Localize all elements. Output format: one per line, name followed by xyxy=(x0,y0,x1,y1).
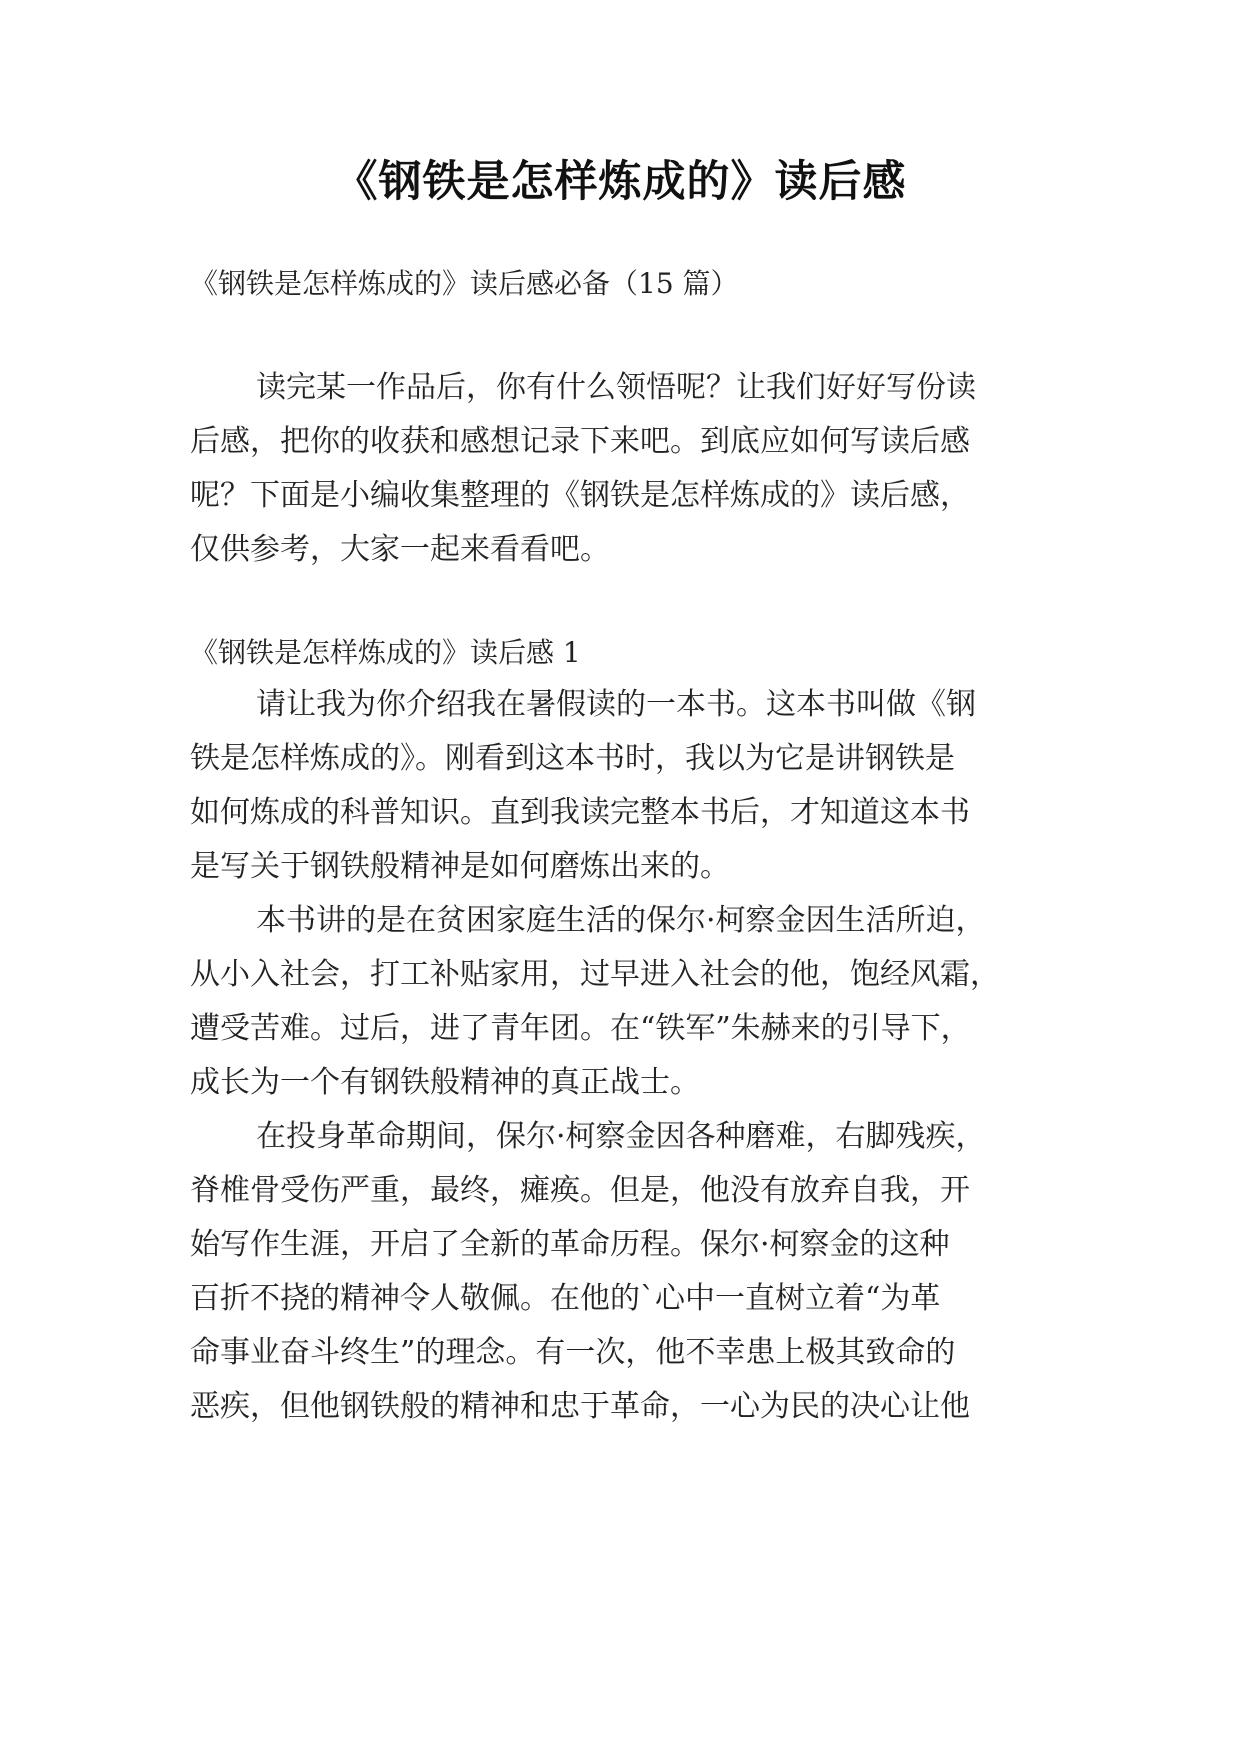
paragraph-line: 从小入社会，打工补贴家用，过早进入社会的他，饱经风霜， xyxy=(190,957,1000,992)
paragraph-line: 成长为一个有钢铁般精神的真正战士。 xyxy=(190,1065,700,1100)
paragraph-line: 是写关于钢铁般精神是如何磨炼出来的。 xyxy=(190,849,730,884)
paragraph-line: 脊椎骨受伤严重，最终，瘫痪。但是，他没有放弃自我，开 xyxy=(190,1173,970,1208)
intro-line: 后感，把你的收获和感想记录下来吧。到底应如何写读后感 xyxy=(190,424,970,459)
paragraph-line: 遭受苦难。过后，进了青年团。在“铁军”朱赫来的引导下， xyxy=(190,1011,971,1046)
intro-line: 读完某一作品后，你有什么领悟呢？让我们好好写份读 xyxy=(256,370,976,405)
paragraph-line: 在投身革命期间，保尔·柯察金因各种磨难，右脚残疾， xyxy=(256,1119,986,1154)
paragraph-line: 始写作生涯，开启了全新的革命历程。保尔·柯察金的这种 xyxy=(190,1227,950,1262)
intro-line: 呢？下面是小编收集整理的《钢铁是怎样炼成的》读后感， xyxy=(190,478,970,513)
section-heading: 《钢铁是怎样炼成的》读后感 1 xyxy=(190,636,581,669)
paragraph-line: 恶疾，但他钢铁般的精神和忠于革命，一心为民的决心让他 xyxy=(190,1389,970,1424)
paragraph-line: 百折不挠的精神令人敬佩。在他的`心中一直树立着“为革 xyxy=(190,1281,941,1316)
paragraph-line: 请让我为你介绍我在暑假读的一本书。这本书叫做《钢 xyxy=(256,687,976,722)
paragraph-line: 铁是怎样炼成的》。刚看到这本书时，我以为它是讲钢铁是 xyxy=(190,741,955,776)
paragraph-line: 如何炼成的科普知识。直到我读完整本书后，才知道这本书 xyxy=(190,795,970,830)
document-subtitle: 《钢铁是怎样炼成的》读后感必备（15 篇） xyxy=(190,267,739,300)
intro-line: 仅供参考，大家一起来看看吧。 xyxy=(190,532,610,567)
paragraph-line: 命事业奋斗终生”的理念。有一次，他不幸患上极其致命的 xyxy=(190,1335,956,1370)
document-title: 《钢铁是怎样炼成的》读后感 xyxy=(334,157,907,207)
paragraph-line: 本书讲的是在贫困家庭生活的保尔·柯察金因生活所迫， xyxy=(256,903,986,938)
